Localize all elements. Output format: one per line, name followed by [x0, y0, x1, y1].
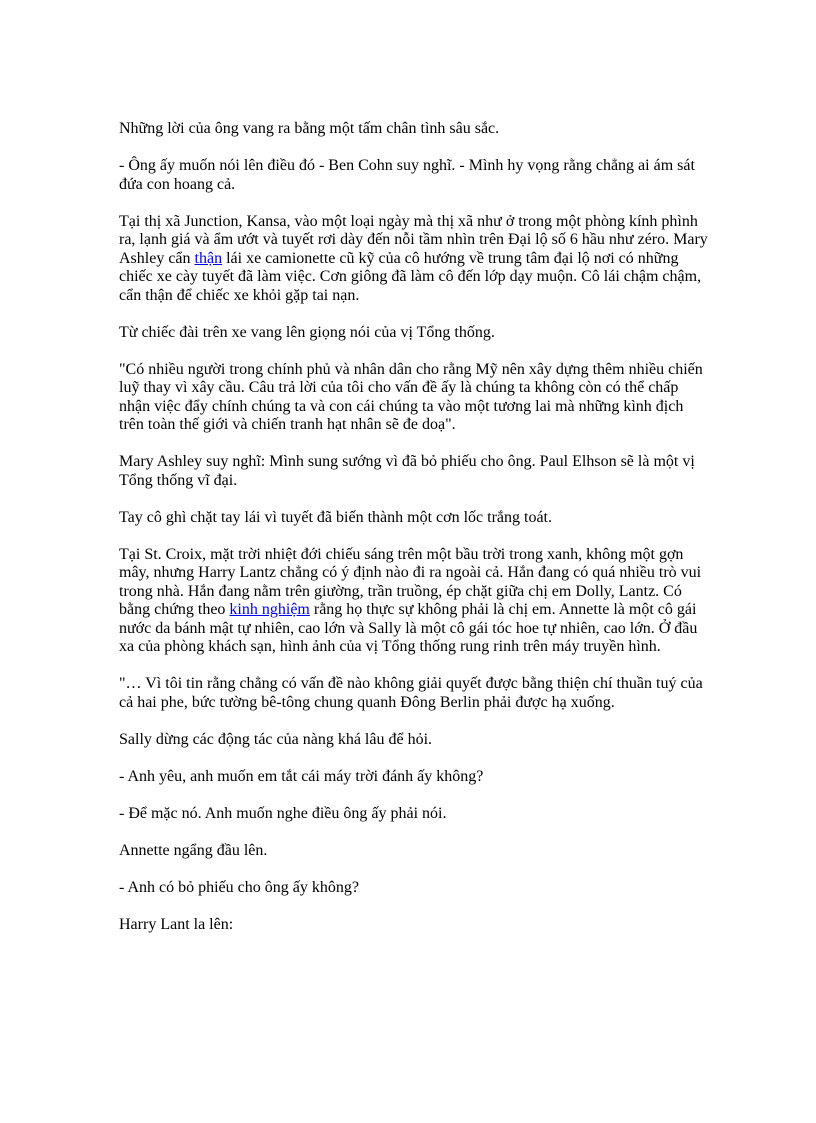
- paragraph-3-text-before: Tại thị xã Junction, Kansa, vào một loại ngày mà thị xã như ở trong một phòng kính phình ra, lạnh giá và ẩm ướt và tuyết rơi dày đến nỗi tầm nhìn trên Đại lộ số 6 hầu như zéro. Mary Ashley cẩn: [119, 212, 708, 267]
- paragraph-10: Sally dừng các động tác của nàng khá lâu để hỏi.: [119, 730, 433, 748]
- link-kinh-nghiem[interactable]: kinh nghiệm: [229, 601, 310, 618]
- paragraph-12: - Để mặc nó. Anh muốn nghe điều ông ấy phải nói.: [119, 804, 447, 822]
- paragraph-7: Tay cô ghì chặt tay lái vì tuyết đã biến thành một cơn lốc trắng toát.: [119, 508, 552, 526]
- paragraph-3: [119, 213, 709, 306]
- paragraph-4: Từ chiếc đài trên xe vang lên giọng nói của vị Tổng thống.: [119, 323, 495, 341]
- paragraph-5: "Có nhiều người trong chính phủ và nhân dân cho rằng Mỹ nên xây dựng thêm nhiều chiến luỹ thay vì xây cầu. Câu trả lời của tôi cho vấn đề ấy là chúng ta không còn có thể chấp nhận việc đẩy chính chúng ta và con cái chúng ta vào một tương lai mà những kình địch trên toàn thế giới và chiến tranh hạt nhân sẽ đe doạ".: [119, 360, 703, 433]
- paragraph-8-text-after: rằng họ thực sự không phải là chị em. Annette là một cô gái nước da bánh mật tự nhiên, cao lớn và Sally là một cô gái tóc hoe tự nhiên, cao lớn. Ở đầu xa của phòng khách sạn, hình ảnh của vị Tổng thống rung rinh trên máy truyền hình.: [119, 601, 698, 655]
- paragraph-8: [119, 546, 709, 657]
- paragraph-3-text-after: lái xe camionette cũ kỹ của cô hướng về trung tâm đại lộ nơi có những chiếc xe cày tuyết đã làm việc. Cơn giông đã làm cô đến lớp dạy muộn. Cô lái chậm chậm, cẩn thận để chiếc xe khỏi gặp tai nạn.: [119, 249, 702, 304]
- paragraph-15: Harry Lant la lên:: [119, 915, 234, 933]
- paragraph-6: Mary Ashley suy nghĩ: Mình sung sướng vì đã bỏ phiếu cho ông. Paul Elhson sẽ là một vị Tổng thống vĩ đại.: [119, 453, 695, 489]
- link-than[interactable]: thận: [194, 249, 223, 267]
- paragraph-9: "… Vì tôi tin rằng chẳng có vấn đề nào không giải quyết được bằng thiện chí thuần tuý của cả hai phe, bức tường bê-tông chung quanh Đông Berlin phải được hạ xuống.: [119, 675, 703, 711]
- document-body: [119, 120, 709, 953]
- paragraph-8-text-before: Tại St. Croix, mặt trời nhiệt đới chiếu sáng trên một bầu trời trong xanh, không một gợn mây, nhưng Harry Lantz chẳng có ý định nào đi ra ngoài cả. Hắn đang có quá nhiều trò vui trong nhà. Hắn đang nằm trên giường, trần truồng, ép chặt giữa chị em Dolly, Lantz. Có bằng chứng theo: [119, 545, 702, 618]
- paragraph-1: Những lời của ông vang ra bằng một tấm chân tình sâu sắc.: [119, 120, 500, 137]
- paragraph-14: - Anh có bỏ phiếu cho ông ấy không?: [119, 878, 359, 896]
- paragraph-13: Annette ngẩng đầu lên.: [119, 841, 268, 859]
- paragraph-11: - Anh yêu, anh muốn em tắt cái máy trời đánh ấy không?: [119, 767, 484, 785]
- paragraph-2: - Ông ấy muốn nói lên điều đó - Ben Cohn suy nghĩ. - Mình hy vọng rằng chẳng ai ám sát đứa con hoang cả.: [119, 157, 695, 193]
